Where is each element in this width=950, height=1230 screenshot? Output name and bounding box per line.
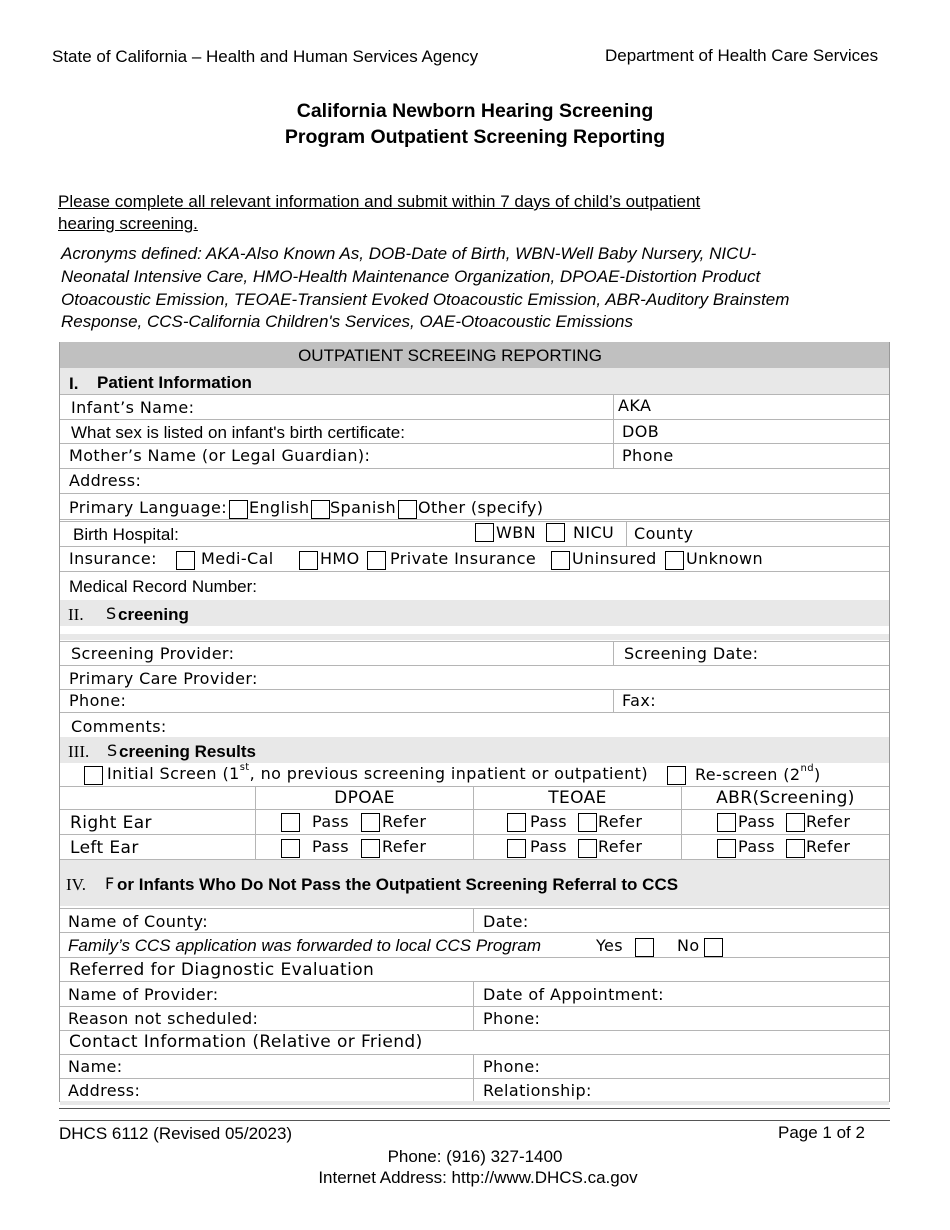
footer-rule-bottom [59, 1120, 890, 1121]
english-label: English [249, 498, 310, 517]
contact-address-label: Address: [68, 1081, 141, 1100]
initial-screen-label: Initial Screen (1st, no previous screening inpatient or outpatient) [107, 762, 648, 783]
address-label: Address: [69, 471, 142, 490]
abr-column-header: ABR(Screening) [716, 788, 855, 808]
footer-rule-top [59, 1108, 890, 1109]
screening-date-label: Screening Date: [624, 644, 759, 663]
table-title: OUTPATIENT SCREEING REPORTING [298, 346, 602, 365]
referred-diagnostic-label: Referred for Diagnostic Evaluation [69, 960, 375, 980]
form-title-line2: Program Outpatient Screening Reporting [284, 126, 666, 148]
right-abr-refer-checkbox[interactable] [786, 813, 805, 832]
left-dpoae-pass-label: Pass [312, 837, 350, 856]
infant-name-label: Infant’s Name: [71, 398, 195, 417]
section2-title: creening [118, 605, 189, 624]
primary-care-provider-label: Primary Care Provider: [69, 669, 258, 688]
acronyms-line3: Otoacoustic Emission, TEOAE-Transient Evoked Otoacoustic Emission, ABR-Auditory Brainstem [61, 290, 790, 309]
right-teoae-refer-label: Refer [598, 812, 643, 831]
left-teoae-refer-checkbox[interactable] [578, 839, 597, 858]
right-teoae-pass-checkbox[interactable] [507, 813, 526, 832]
section3-title-initial: S [107, 741, 118, 760]
relationship-label: Relationship: [483, 1081, 592, 1100]
acronyms-line2: Neonatal Intensive Care, HMO-Health Maintenance Organization, DPOAE-Distortion Product [61, 267, 761, 286]
private-insurance-label: Private Insurance [390, 549, 537, 568]
left-abr-pass-checkbox[interactable] [717, 839, 736, 858]
left-dpoae-refer-label: Refer [382, 837, 427, 856]
hmo-checkbox[interactable] [299, 551, 318, 570]
county-label: County [634, 524, 694, 543]
section4-title-initial: F [105, 874, 115, 893]
teoae-column-header: TEOAE [548, 788, 607, 808]
left-abr-refer-checkbox[interactable] [786, 839, 805, 858]
right-abr-pass-checkbox[interactable] [717, 813, 736, 832]
other-language-label: Other (specify) [418, 498, 544, 517]
forwarded-no-checkbox[interactable] [704, 938, 723, 957]
section3-title: creening Results [119, 742, 256, 761]
english-checkbox[interactable] [229, 500, 248, 519]
phone-label: Phone [622, 446, 674, 465]
section1-title: Patient Information [97, 373, 252, 392]
ccs-forwarded-label: Family’s CCS application was forwarded to local CCS Program [68, 936, 542, 955]
form-title-line1: California Newborn Hearing Screening [296, 100, 654, 122]
right-abr-refer-label: Refer [806, 812, 851, 831]
department-name: Department of Health Care Services [605, 46, 879, 65]
primary-language-label: Primary Language: [69, 498, 228, 517]
right-dpoae-pass-label: Pass [312, 812, 350, 831]
acronyms-line1: Acronyms defined: AKA-Also Known As, DOB-Date of Birth, WBN-Well Baby Nursery, NICU- [61, 244, 757, 263]
left-ear-label: Left Ear [70, 838, 139, 858]
section4-numeral: IV. [66, 875, 86, 894]
agency-name: State of California – Health and Human Services Agency [52, 47, 479, 66]
left-teoae-refer-label: Refer [598, 837, 643, 856]
section1-numeral: I. [69, 374, 79, 393]
diagnostic-phone-label: Phone: [483, 1009, 541, 1028]
section2-numeral: II. [68, 605, 84, 624]
form-bottom-band [60, 1101, 889, 1105]
wbn-label: WBN [496, 523, 536, 542]
forwarded-yes-label: Yes [596, 936, 624, 955]
private-insurance-checkbox[interactable] [367, 551, 386, 570]
right-dpoae-refer-label: Refer [382, 812, 427, 831]
uninsured-checkbox[interactable] [551, 551, 570, 570]
right-abr-pass-label: Pass [738, 812, 776, 831]
right-teoae-refer-checkbox[interactable] [578, 813, 597, 832]
reason-not-scheduled-label: Reason not scheduled: [68, 1009, 259, 1028]
section4-title: or Infants Who Do Not Pass the Outpatient Screening Referral to CCS [117, 875, 679, 894]
referral-date-label: Date: [483, 912, 529, 931]
spanish-label: Spanish [330, 498, 396, 517]
left-dpoae-pass-checkbox[interactable] [281, 839, 300, 858]
nicu-checkbox[interactable] [546, 523, 565, 542]
provider-phone-label: Phone: [69, 691, 127, 710]
form-id: DHCS 6112 (Revised 05/2023) [59, 1124, 293, 1143]
right-dpoae-refer-checkbox[interactable] [361, 813, 380, 832]
spanish-checkbox[interactable] [311, 500, 330, 519]
comments-label: Comments: [71, 717, 167, 736]
insurance-label: Insurance: [69, 549, 157, 568]
contact-phone-label: Phone: [483, 1057, 541, 1076]
left-dpoae-refer-checkbox[interactable] [361, 839, 380, 858]
left-teoae-pass-label: Pass [530, 837, 568, 856]
rescreen-label: Re-screen (2nd) [695, 763, 821, 784]
right-ear-label: Right Ear [70, 813, 152, 833]
section2-title-initial: S [106, 604, 117, 623]
aka-label: AKA [618, 396, 652, 415]
medical-checkbox[interactable] [176, 551, 195, 570]
dpoae-column-header: DPOAE [334, 788, 395, 808]
footer-internet: Internet Address: http://www.DHCS.ca.gov [318, 1168, 638, 1187]
appointment-date-label: Date of Appointment: [483, 985, 664, 1004]
left-abr-refer-label: Refer [806, 837, 851, 856]
section2-spacer-band [60, 634, 889, 640]
medical-record-number-label: Medical Record Number: [69, 577, 258, 596]
medical-label: Medi-Cal [201, 549, 274, 568]
provider-fax-label: Fax: [622, 691, 656, 710]
dob-label: DOB [622, 422, 660, 441]
mother-name-label: Mother’s Name (or Legal Guardian): [69, 446, 371, 465]
right-teoae-pass-label: Pass [530, 812, 568, 831]
instructions-line2: hearing screening. [58, 214, 198, 233]
contact-information-label: Contact Information (Relative or Friend) [69, 1032, 423, 1052]
unknown-checkbox[interactable] [665, 551, 684, 570]
left-abr-pass-label: Pass [738, 837, 776, 856]
uninsured-label: Uninsured [572, 549, 657, 568]
forwarded-yes-checkbox[interactable] [635, 938, 654, 957]
rescreen-checkbox[interactable] [667, 766, 686, 785]
wbn-checkbox[interactable] [475, 523, 494, 542]
footer-phone: Phone: (916) 327-1400 [387, 1147, 563, 1166]
right-dpoae-pass-checkbox[interactable] [281, 813, 300, 832]
page-number: Page 1 of 2 [778, 1123, 865, 1142]
provider-name-label: Name of Provider: [68, 985, 219, 1004]
nicu-label: NICU [573, 523, 615, 542]
instructions-line1: Please complete all relevant information and submit within 7 days of child’s outpatient [58, 192, 701, 211]
left-teoae-pass-checkbox[interactable] [507, 839, 526, 858]
acronyms-line4: Response, CCS-California Children's Services, OAE-Otoacoustic Emissions [61, 312, 634, 331]
other-language-checkbox[interactable] [398, 500, 417, 519]
screening-provider-label: Screening Provider: [71, 644, 235, 663]
contact-name-label: Name: [68, 1057, 123, 1076]
sex-label: What sex is listed on infant's birth certificate: [71, 423, 405, 442]
unknown-label: Unknown [686, 549, 764, 568]
hmo-label: HMO [320, 549, 360, 568]
initial-screen-checkbox[interactable] [84, 766, 103, 785]
county-name-label: Name of County: [68, 912, 209, 931]
section3-numeral: III. [68, 742, 90, 761]
birth-hospital-label: Birth Hospital: [73, 525, 179, 544]
forwarded-no-label: No [677, 936, 700, 955]
